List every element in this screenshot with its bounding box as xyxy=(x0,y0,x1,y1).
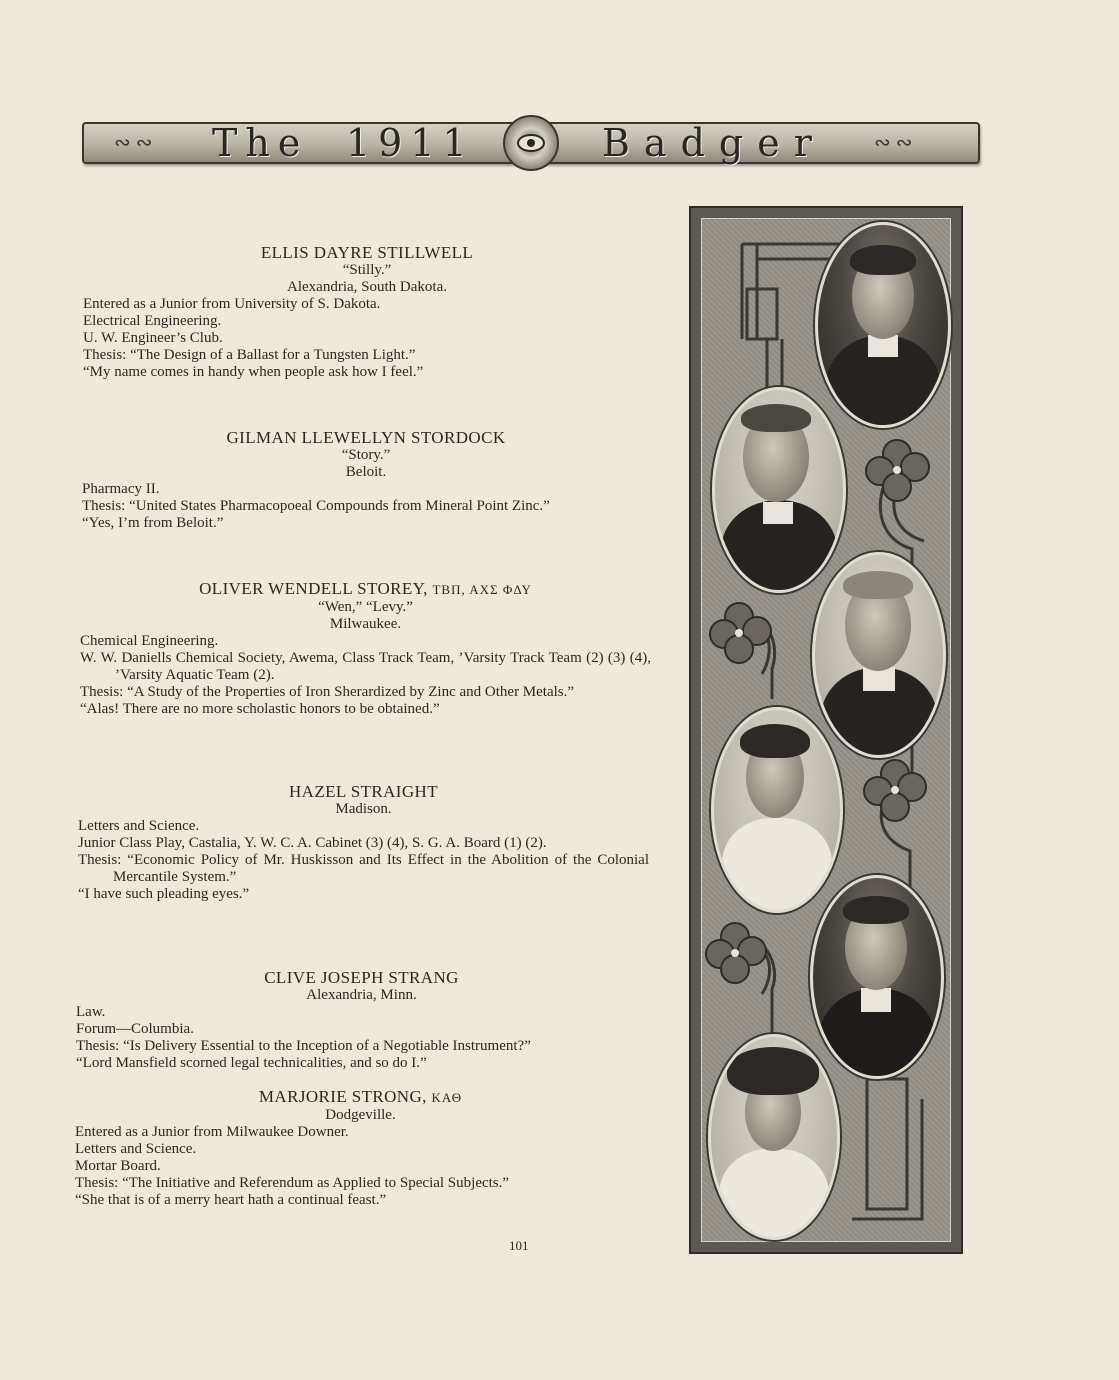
entry-nickname: “Story.” xyxy=(341,447,391,463)
entry-quote: “She that is of a merry heart hath a continual feast.” xyxy=(75,1192,387,1208)
entry-thesis: Thesis: “The Initiative and Referendum as Applied to Special Subjects.” xyxy=(75,1175,510,1191)
entry-name: ELLIS DAYRE STILLWELL xyxy=(260,243,474,262)
entry-activities: W. W. Daniells Chemical Society, Awema, Class Track Team, ’Varsity Track Team (2) (3) (4), ’Varsity Aquatic Team (2). xyxy=(80,650,651,683)
entry-line: Chemical Engineering. xyxy=(80,633,219,649)
portrait-straight xyxy=(711,707,843,913)
entry-strang xyxy=(76,968,647,1072)
entry-name: MARJORIE STRONG, ΚΑΘ xyxy=(258,1087,463,1106)
entry-hometown: Dodgeville. xyxy=(325,1107,396,1123)
banner-year: 1911 xyxy=(346,121,475,165)
university-seal-icon xyxy=(503,115,559,171)
entry-thesis: Thesis: “Is Delivery Essential to the Inception of a Negotiable Instrument?” xyxy=(76,1038,531,1054)
entry-hometown: Alexandria, Minn. xyxy=(306,987,417,1003)
entry-name: CLIVE JOSEPH STRANG xyxy=(264,968,459,987)
entry-nickname: “Stilly.” xyxy=(342,262,392,278)
portrait-storey xyxy=(812,552,946,758)
portrait-stillwell xyxy=(815,222,951,428)
entry-storey xyxy=(80,579,651,718)
right-flourish-icon: ∾ ∾ xyxy=(874,132,913,154)
entry-stillwell xyxy=(83,243,651,381)
yearbook-banner xyxy=(82,122,980,164)
entry-name: HAZEL STRAIGHT xyxy=(289,782,438,801)
entry-fraternity: ΤΒΠ, ΑΧΣ ΦΔΥ xyxy=(432,582,532,597)
entry-line: Mortar Board. xyxy=(75,1158,161,1174)
entry-hometown: Beloit. xyxy=(345,464,387,480)
entry-thesis: Thesis: “Economic Policy of Mr. Huskisson and Its Effect in the Abolition of the Colonial Mercantile System.” xyxy=(78,852,649,885)
entry-hometown: Alexandria, South Dakota. xyxy=(287,279,447,295)
entry-quote: “My name comes in handy when people ask how I feel.” xyxy=(83,364,424,380)
entry-name: OLIVER WENDELL STOREY, ΤΒΠ, ΑΧΣ ΦΔΥ xyxy=(199,579,532,598)
entry-quote: “Alas! There are no more scholastic honors to be obtained.” xyxy=(80,701,440,717)
entry-name: GILMAN LLEWELLYN STORDOCK xyxy=(226,428,506,447)
entry-activities: Junior Class Play, Castalia, Y. W. C. A. Cabinet (3) (4), S. G. A. Board (1) (2). xyxy=(78,835,547,851)
portrait-strong xyxy=(708,1034,840,1240)
entry-line: U. W. Engineer’s Club. xyxy=(83,330,223,346)
banner-badger: Badger xyxy=(602,121,826,165)
entry-hometown: Madison. xyxy=(335,801,392,817)
entry-thesis: Thesis: “The Design of a Ballast for a Tungsten Light.” xyxy=(83,347,416,363)
entry-quote: “Yes, I’m from Beloit.” xyxy=(82,515,224,531)
portrait-panel-background xyxy=(701,218,951,1242)
entry-hometown: Milwaukee. xyxy=(329,616,402,632)
entry-thesis: Thesis: “A Study of the Properties of Iron Sherardized by Zinc and Other Metals.” xyxy=(80,684,575,700)
entry-stordock xyxy=(82,428,650,532)
entry-strong xyxy=(75,1087,646,1209)
left-flourish-icon: ∾ ∾ xyxy=(114,132,153,154)
entry-quote: “I have such pleading eyes.” xyxy=(78,886,250,902)
entry-line: Electrical Engineering. xyxy=(83,313,222,329)
page-number: 101 xyxy=(509,1238,529,1253)
banner-the: The xyxy=(212,121,309,165)
entry-line: Forum—Columbia. xyxy=(76,1021,194,1037)
entry-thesis: Thesis: “United States Pharmacopoeal Compounds from Mineral Point Zinc.” xyxy=(82,498,550,514)
entry-line: Entered as a Junior from Milwaukee Downer. xyxy=(75,1124,349,1140)
entry-straight xyxy=(78,782,649,903)
entry-line: Letters and Science. xyxy=(78,818,200,834)
entry-nickname: “Wen,” “Levy.” xyxy=(318,599,413,615)
entry-line: Law. xyxy=(76,1004,106,1020)
entry-fraternity: ΚΑΘ xyxy=(431,1090,463,1105)
portrait-stordock xyxy=(712,387,846,593)
entry-line: Entered as a Junior from University of S. Dakota. xyxy=(83,296,381,312)
portrait-panel xyxy=(689,206,963,1254)
portrait-strang xyxy=(810,875,944,1079)
entry-line: Pharmacy II. xyxy=(82,481,160,497)
entry-quote: “Lord Mansfield scorned legal technicalities, and so do I.” xyxy=(76,1055,427,1071)
entry-line: Letters and Science. xyxy=(75,1141,197,1157)
